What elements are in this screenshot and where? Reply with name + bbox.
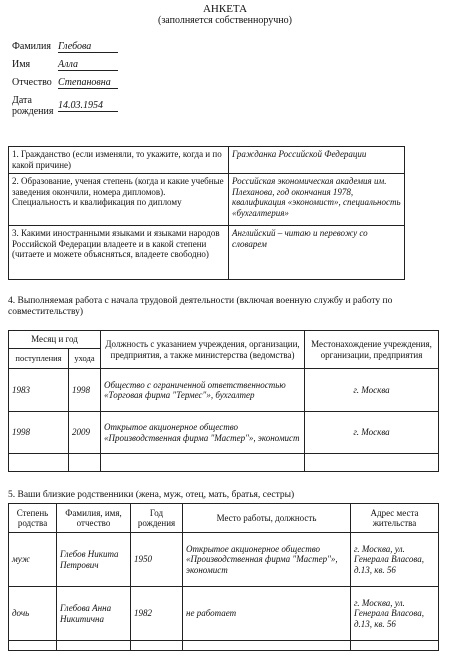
work-section-title: 4. Выполняемая работа с начала трудовой деятельности (включая военную службу и работу по совместительству) [8,296,393,317]
work-end: 1998 [69,369,101,412]
work-position: Общество с ограниченной ответственностью «Торговая фирма "Термес"», бухгалтер [101,369,305,412]
relatives-section-title: 5. Ваши близкие родственники (жена, муж, отец, мать, братья, сестры) [8,490,295,500]
relative-row [9,587,439,641]
question-row [9,226,405,280]
work-start: 1998 [9,412,69,454]
patronymic-value: Степановна [58,77,118,89]
col-year: Год рождения [131,504,183,533]
col-address: Адрес места жительства [351,504,439,533]
col-work: Место работы, должность [183,504,351,533]
dob-value: 14.03.1954 [58,100,118,112]
relative-name: Глебова Анна Никитична [57,587,131,641]
work-start: 1983 [9,369,69,412]
work-location: г. Москва [305,369,439,412]
surname-label: Фамилия [12,41,51,52]
relative-year: 1982 [131,587,183,641]
col-start: поступления [9,349,69,369]
col-relation: Степень родства [9,504,57,533]
surname-value: Глебова [58,41,118,53]
dob-label-line1: Дата [12,95,32,106]
relative-relation: муж [9,533,57,587]
relative-work: не работает [183,587,351,641]
relative-row [9,533,439,587]
relative-work: Открытое акционерное общество «Производственная фирма "Мастер"», экономист [183,533,351,587]
patronymic-label: Отчество [12,77,52,88]
dob-label-line2: рождения [12,106,54,117]
answer-text: Английский – читаю и перевожу со словарем [229,226,405,280]
answer-text: Гражданка Российской Федерации [229,147,405,174]
work-end: 2009 [69,412,101,454]
work-table [8,330,439,472]
col-position: Должность с указанием учреждения, организации, предприятия, а также министерства (ведомства) [101,331,305,369]
question-row [9,147,405,174]
col-name: Фамилия, имя, отчество [57,504,131,533]
relative-address: г. Москва, ул. Генерала Власова, д.13, кв. 56 [351,587,439,641]
work-row [9,369,439,412]
relative-address: г. Москва, ул. Генерала Власова, д.13, кв. 56 [351,533,439,587]
name-label: Имя [12,59,31,70]
question-text: 2. Образование, ученая степень (когда и какие учебные заведения окончили, номера дипломов). Специальность и квалификация по диплому [9,174,229,226]
col-month-year: Месяц и год [9,331,101,349]
relative-relation: дочь [9,587,57,641]
questions-table [8,146,405,280]
form-subtitle: (заполняется собственноручно) [158,15,292,26]
question-row [9,174,405,226]
col-end: ухода [69,349,101,369]
relative-name: Глебов Никита Петрович [57,533,131,587]
work-row-empty [9,454,439,472]
col-location: Местонахождение учреждения, организации, предприятия [305,331,439,369]
answer-text: Российская экономическая академия им. Плеханова, год окончания 1978, квалификация «экономист», специальность «бухгалтерия» [229,174,405,226]
name-value: Алла [58,59,118,71]
work-row [9,412,439,454]
work-location: г. Москва [305,412,439,454]
relatives-table [8,503,439,651]
relative-year: 1950 [131,533,183,587]
relative-row-empty [9,641,439,651]
question-text: 1. Гражданство (если изменяли, то укажите, когда и по какой причине) [9,147,229,174]
question-text: 3. Какими иностранными языками и языками народов Российской Федерации владеете и в какой степени (читаете и можете объясняться, владеете свободно) [9,226,229,280]
work-position: Открытое акционерное общество «Производственная фирма "Мастер"», экономист [101,412,305,454]
form-title: АНКЕТА [202,3,248,15]
